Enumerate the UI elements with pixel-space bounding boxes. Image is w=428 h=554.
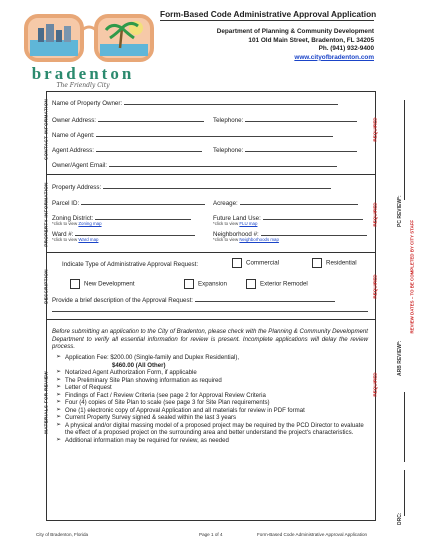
agent-telephone-field[interactable] — [213, 145, 357, 154]
materials-item-text: A physical and/or digital massing model of a proposed project may be required by the PCD Director to evaluate the effect of a proposed project on the surrounding area and better understand the project's characteristics. — [65, 421, 364, 436]
neighborhood-label: Neighborhood #: — [213, 231, 259, 238]
drc-label: DRC: — [397, 512, 403, 525]
zoning-input[interactable] — [95, 213, 191, 220]
footer-page-number: Page 1 of 4 — [199, 532, 223, 537]
residential-option[interactable] — [312, 258, 357, 268]
drc-line[interactable] — [404, 470, 405, 516]
brief-description-field[interactable] — [52, 295, 335, 304]
arrow-bullet-icon: ➢ — [56, 384, 62, 390]
arrow-bullet-icon: ➢ — [56, 391, 62, 398]
agent-name-label: Name of Agent: — [52, 132, 95, 139]
arrow-bullet-icon: ➢ — [56, 354, 62, 360]
description-required-label: REQUIRED — [372, 274, 378, 299]
section-divider — [46, 319, 376, 320]
neighborhood-hint-text: *click to view — [213, 237, 239, 242]
flu-hint-text: *click to view — [213, 221, 239, 226]
property-owner-field[interactable] — [52, 98, 338, 107]
ward-label: Ward #: — [52, 231, 74, 238]
property-address-input[interactable] — [103, 182, 331, 189]
sunglasses-logo-icon — [24, 14, 154, 64]
exterior-remodel-option[interactable] — [246, 279, 308, 289]
zoning-map-link[interactable]: Zoning map — [78, 221, 102, 226]
acreage-field[interactable] — [213, 198, 358, 207]
agent-name-input[interactable] — [96, 130, 333, 137]
neighborhood-input[interactable] — [261, 229, 367, 236]
agent-address-input[interactable] — [96, 145, 202, 152]
acreage-input[interactable] — [240, 198, 358, 205]
materials-item — [56, 414, 372, 422]
ward-hint-text: *click to view — [52, 237, 78, 242]
materials-item — [56, 407, 372, 415]
property-required-label: REQUIRED — [372, 202, 378, 227]
zoning-label: Zoning District: — [52, 215, 94, 222]
owner-address-field[interactable] — [52, 115, 204, 124]
arrow-bullet-icon: ➢ — [56, 406, 62, 413]
owner-telephone-input[interactable] — [245, 115, 357, 122]
website-link[interactable]: www.cityofbradenton.com — [294, 53, 374, 61]
department-address: 101 Old Main Street, Bradenton, FL 34205 — [248, 36, 374, 44]
materials-item — [56, 437, 372, 445]
ward-input[interactable] — [75, 229, 195, 236]
materials-intro: Before submitting an application to the City of Bradenton, please check with the Planning & Community Development Department to verify all essential information for review is present. Incomplete applications will delay the review process. — [52, 328, 368, 351]
brief-description-input[interactable] — [195, 295, 335, 302]
materials-item — [56, 384, 372, 392]
flu-map-link[interactable]: FLU map — [239, 221, 258, 226]
arrow-bullet-icon: ➢ — [56, 376, 62, 383]
materials-item-text: Letter of Request — [65, 384, 112, 391]
pc-review-line[interactable] — [404, 100, 405, 200]
materials-item — [56, 354, 372, 362]
materials-item — [56, 422, 372, 437]
ward-hint — [52, 237, 98, 242]
department-phone: Ph. (941) 932-9400 — [318, 45, 374, 53]
owner-telephone-field[interactable] — [213, 115, 357, 124]
materials-section-label: MATERIALS FOR REVIEW — [43, 371, 49, 434]
acreage-label: Acreage: — [213, 200, 238, 207]
email-input[interactable] — [109, 160, 337, 167]
materials-item-text: $460.00 (All Other) — [112, 361, 166, 369]
expansion-label: Expansion — [198, 280, 227, 288]
future-land-use-input[interactable] — [263, 213, 363, 220]
brief-description-label: Provide a brief description of the Approval Request: — [52, 297, 194, 304]
staff-review-note: REVIEW DATES – TO BE COMPLETED BY CITY STAFF — [409, 219, 415, 334]
materials-required-label: REQUIRED — [372, 372, 378, 397]
materials-item — [56, 399, 372, 407]
section-divider — [46, 174, 376, 175]
contact-required-label: REQUIRED — [372, 117, 378, 142]
zoning-hint-text: *click to view — [52, 221, 78, 226]
arrow-bullet-icon: ➢ — [56, 399, 62, 405]
logo-wordmark: bradenton — [31, 64, 135, 83]
section-divider — [46, 252, 376, 253]
materials-item — [56, 392, 372, 400]
arrow-bullet-icon: ➢ — [56, 414, 62, 420]
agent-address-label: Agent Address: — [52, 147, 94, 154]
city-logo — [10, 8, 160, 88]
materials-item-text: Four (4) copies of Site Plan to scale (see page 3 for Site Plan requirements) — [65, 399, 270, 406]
flu-hint — [213, 221, 257, 226]
expansion-option[interactable] — [184, 279, 227, 289]
new-development-checkbox[interactable] — [70, 279, 80, 289]
zoning-hint — [52, 221, 102, 226]
residential-checkbox[interactable] — [312, 258, 322, 268]
property-owner-label: Name of Property Owner: — [52, 100, 123, 107]
department-name: Department of Planning & Community Development — [216, 28, 374, 35]
materials-item-text: Current Property Survey signed & sealed within the last 3 years — [65, 414, 237, 421]
property-section-label: PROPERTY INFORMATION — [43, 182, 49, 247]
property-address-field[interactable] — [52, 182, 331, 191]
neighborhoods-map-link[interactable]: Neighborhoods map — [239, 237, 279, 242]
owner-address-input[interactable] — [98, 115, 204, 122]
parcel-id-input[interactable] — [81, 198, 205, 205]
materials-item-text: Findings of Fact / Review Criteria (see page 2 for Approval Review Criteria — [65, 391, 266, 399]
agent-telephone-input[interactable] — [245, 145, 357, 152]
logo-tagline: The Friendly City — [56, 82, 110, 89]
materials-item-text: Additional information may be required for review, as needed — [65, 436, 229, 444]
owner-telephone-label: Telephone: — [213, 117, 244, 124]
agent-telephone-label: Telephone: — [213, 147, 244, 154]
pc-review-label: PC REVIEW*: — [397, 195, 403, 227]
materials-item-text: Application Fee: $200.00 (Single-family and Duplex Residential), — [65, 354, 240, 361]
brief-description-line-2[interactable] — [52, 311, 368, 312]
commercial-label: Commercial — [246, 259, 280, 267]
materials-item — [56, 369, 372, 377]
description-section-label: DESCRIPTION — [43, 269, 49, 304]
neighborhood-hint — [213, 237, 279, 242]
owner-address-label: Owner Address: — [52, 117, 97, 124]
agent-address-field[interactable] — [52, 145, 202, 154]
ward-map-link[interactable]: Ward map — [78, 237, 99, 242]
parcel-id-label: Parcel ID: — [52, 200, 80, 207]
arrow-bullet-icon: ➢ — [56, 421, 62, 428]
email-label: Owner/Agent Email: — [52, 162, 108, 169]
parcel-id-field[interactable] — [52, 198, 205, 207]
residential-label: Residential — [326, 259, 357, 267]
arb-review-label: ARB REVIEW*: — [397, 340, 403, 376]
commercial-checkbox[interactable] — [232, 258, 242, 268]
contact-section-label: CONTACT INFORMATION — [43, 98, 49, 161]
footer-left: City of Bradenton, Florida — [36, 532, 89, 537]
arb-review-line[interactable] — [404, 392, 405, 462]
department-block — [190, 28, 374, 62]
property-address-label: Property Address: — [52, 184, 102, 191]
footer-right: Form-Based Code Administrative Approval Application — [257, 532, 368, 537]
materials-list — [56, 354, 372, 444]
materials-item — [56, 362, 372, 370]
expansion-checkbox[interactable] — [184, 279, 194, 289]
agent-name-field[interactable] — [52, 130, 333, 139]
property-owner-input[interactable] — [124, 98, 338, 105]
materials-item — [56, 377, 372, 385]
materials-item-text: Notarized Agent Authorization Form, if applicable — [65, 369, 197, 376]
future-land-use-label: Future Land Use: — [213, 215, 261, 222]
form-main-box — [43, 91, 376, 521]
arrow-bullet-icon: ➢ — [56, 369, 62, 375]
commercial-option[interactable] — [232, 258, 279, 268]
approval-type-prompt: Indicate Type of Administrative Approval Request: — [62, 261, 199, 268]
email-field[interactable] — [52, 160, 337, 169]
materials-item-text: The Preliminary Site Plan showing information as required — [65, 376, 222, 384]
new-development-label: New Development — [84, 280, 135, 288]
materials-item-text: One (1) electronic copy of Approval Application and all materials for review in PDF format — [65, 406, 305, 414]
exterior-remodel-label: Exterior Remodel — [260, 280, 308, 288]
arrow-bullet-icon: ➢ — [56, 436, 62, 443]
form-title: Form-Based Code Administrative Approval Application — [160, 9, 377, 19]
new-development-option[interactable] — [70, 279, 135, 289]
exterior-remodel-checkbox[interactable] — [246, 279, 256, 289]
